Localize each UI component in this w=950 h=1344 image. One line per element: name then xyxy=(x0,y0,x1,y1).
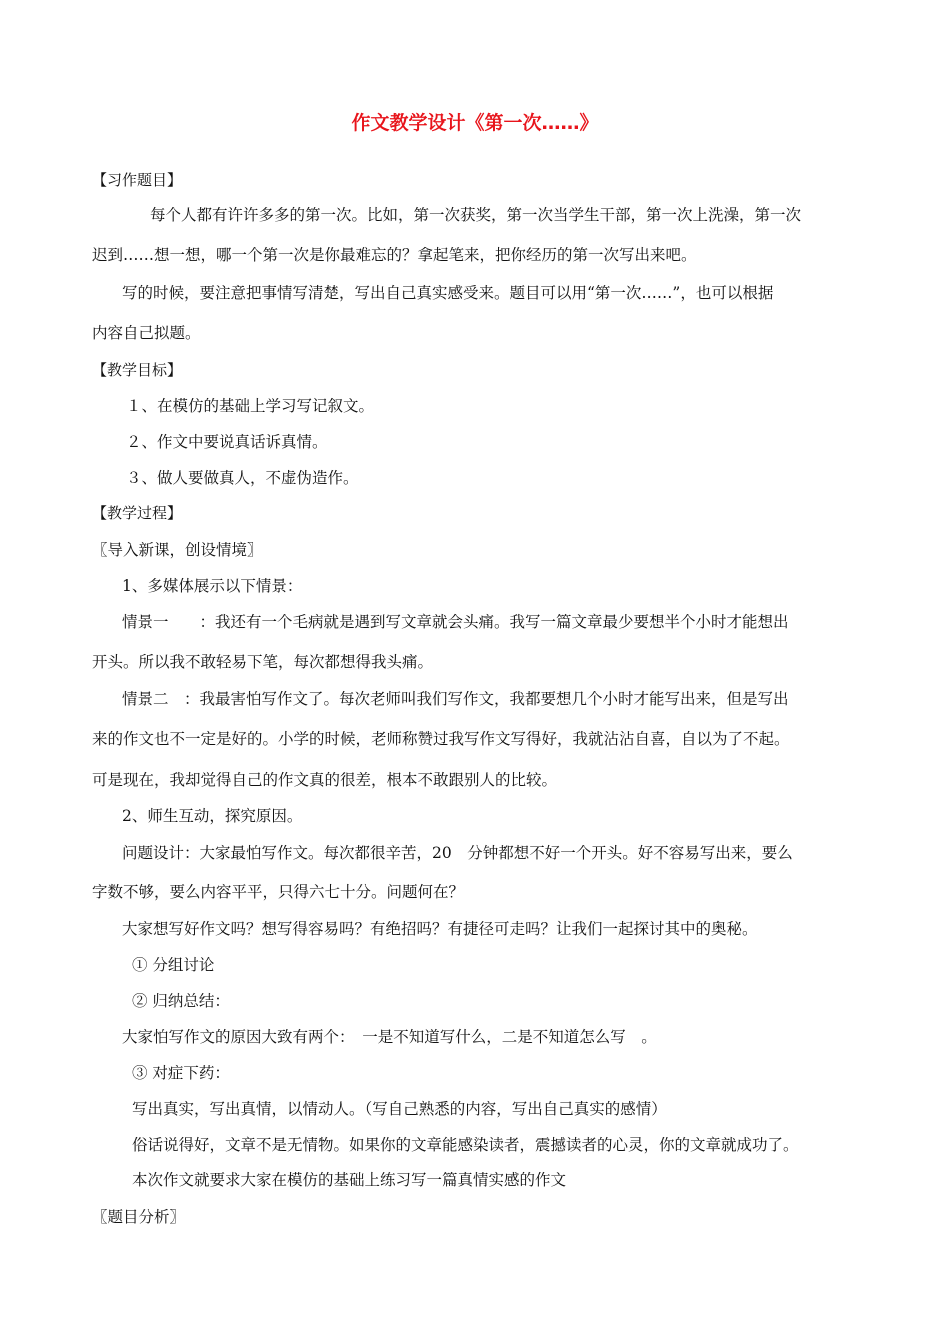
paragraph-line: 迟到……想一想，哪一个第一次是你最难忘的？拿起笔来，把你经历的第一次写出来吧。 xyxy=(92,246,697,264)
paragraph-line: 情景一 ：我还有一个毛病就是遇到写文章就会头痛。我写一篇文章最少要想半个小时才能想出 xyxy=(122,613,789,631)
paragraph-line: 问题设计：大家最怕写作文。每次都很辛苦，20 分钟都想不好一个开头。好不容易写出来，要么 xyxy=(122,844,793,862)
paragraph-line: 写出真实，写出真情，以情动人。（写自己熟悉的内容，写出自己真实的感情） xyxy=(132,1100,667,1118)
document-title: 作文教学设计《第一次……》 xyxy=(351,112,599,134)
sub-step-item: ③ 对症下药： xyxy=(132,1064,230,1082)
step-item: 2、师生互动，探究原因。 xyxy=(122,807,303,825)
paragraph-line: 本次作文就要求大家在模仿的基础上练习写一篇真情实感的作文 xyxy=(132,1171,567,1189)
paragraph-line: 大家怕写作文的原因大致有两个： 一是不知道写什么，二是不知道怎么写 。 xyxy=(122,1028,657,1046)
paragraph-line: 大家想写好作文吗？想写得容易吗？有绝招吗？有捷径可走吗？让我们一起探讨其中的奥秘。 xyxy=(122,920,758,938)
paragraph-line: 开头。所以我不敢轻易下笔，每次都想得我头痛。 xyxy=(92,653,434,671)
sub-step-item: ② 归纳总结： xyxy=(132,992,230,1010)
section-heading-goals: 【教学目标】 xyxy=(92,361,183,379)
paragraph-line: 来的作文也不一定是好的。小学的时候，老师称赞过我写作文写得好，我就沾沾自喜，自以为了不起。 xyxy=(92,730,790,748)
goal-item: ２、作文中要说真话诉真情。 xyxy=(126,433,328,451)
paragraph-line: 字数不够，要么内容平平，只得六七十分。问题何在？ xyxy=(92,883,465,901)
goal-item: ３、做人要做真人，不虚伪造作。 xyxy=(126,469,359,487)
paragraph-line: 每个人都有许许多多的第一次。比如，第一次获奖，第一次当学生干部，第一次上洗澡，第一次 xyxy=(150,206,802,224)
paragraph-line: 情景二 ：我最害怕写作文了。每次老师叫我们写作文，我都要想几个小时才能写出来，但是写出 xyxy=(122,690,789,708)
step-item: 1、多媒体展示以下情景： xyxy=(122,577,303,595)
section-heading-process: 【教学过程】 xyxy=(92,504,183,522)
paragraph-line: 可是现在，我却觉得自己的作文真的很差，根本不敢跟别人的比较。 xyxy=(92,771,558,789)
subsection-heading-intro: 〖导入新课，创设情境〗 xyxy=(92,541,263,559)
paragraph-line: 内容自己拟题。 xyxy=(92,324,201,342)
section-heading-topic: 【习作题目】 xyxy=(92,171,183,189)
paragraph-line: 写的时候，要注意把事情写清楚，写出自己真实感受来。题目可以用“第一次……”，也可以根据 xyxy=(122,284,774,302)
paragraph-line: 俗话说得好，文章不是无情物。如果你的文章能感染读者，震撼读者的心灵，你的文章就成功了。 xyxy=(132,1136,799,1154)
subsection-heading-analysis: 〖题目分析〗 xyxy=(92,1208,186,1226)
goal-item: １、在模仿的基础上学习写记叙文。 xyxy=(126,397,375,415)
sub-step-item: ① 分组讨论 xyxy=(132,956,215,974)
